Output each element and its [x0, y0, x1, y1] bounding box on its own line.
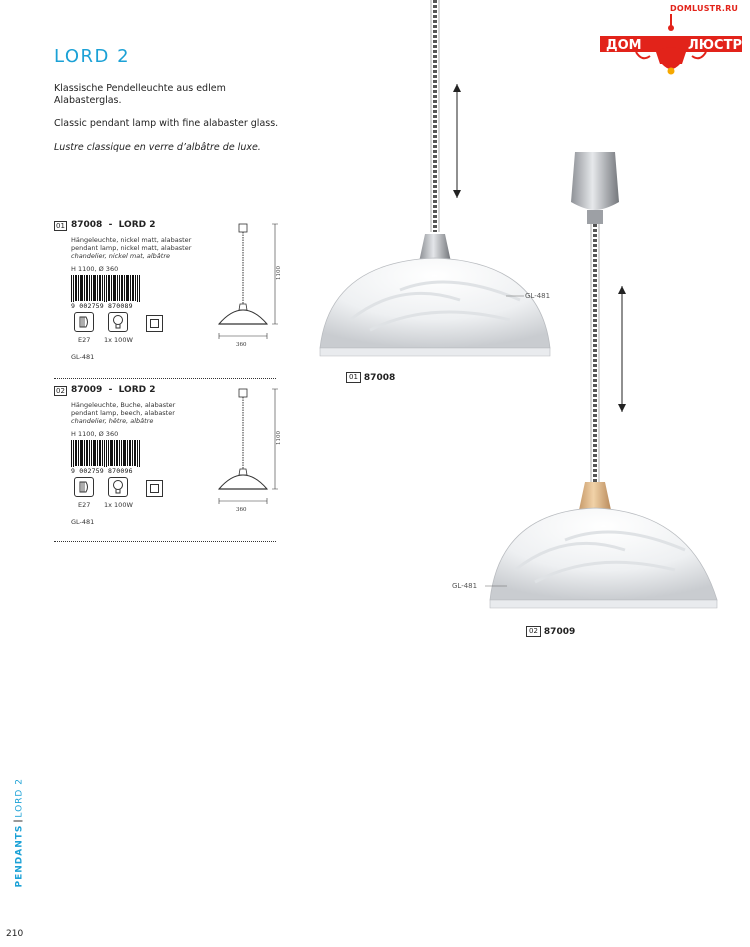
- barcode: [71, 275, 141, 305]
- page-title: LORD 2: [54, 46, 131, 67]
- logo-word-left: ДОМ: [606, 38, 642, 53]
- divider: [54, 541, 276, 542]
- photo-tag: [526, 626, 575, 637]
- product-entry: [54, 383, 282, 543]
- lamp-photo-beech: [485, 150, 725, 620]
- photo-tag-code: 87009: [543, 627, 576, 637]
- glass-code: GL-481: [71, 518, 95, 526]
- glass-callout: GL-481: [452, 582, 478, 590]
- entry-dash: -: [108, 220, 113, 230]
- barcode: [71, 440, 141, 470]
- barcode-number: 9 002759 870089: [71, 302, 141, 310]
- entry-code: 87008: [71, 220, 103, 230]
- photo-tag-number: 02: [526, 626, 541, 637]
- product-entry: [54, 218, 282, 378]
- entry-number: 01: [54, 221, 67, 231]
- protection-class-icon: [146, 315, 163, 332]
- dim-height: 1100: [276, 431, 282, 445]
- dim-width: 360: [236, 507, 247, 513]
- dim-width: 360: [236, 342, 247, 348]
- entry-heading: [71, 220, 156, 230]
- photo-tag-number: 01: [346, 372, 361, 383]
- spec-french: chandelier, hêtre, albâtre: [71, 417, 154, 425]
- section-category: PENDANTS: [14, 824, 25, 888]
- socket-label: E27: [78, 336, 91, 344]
- description-english: Classic pendant lamp with fine alabaster glass.: [54, 118, 279, 129]
- entry-name: LORD 2: [118, 385, 156, 395]
- glass-callout: GL-481: [525, 292, 551, 300]
- spec-german: Hängeleuchte, nickel matt, alabaster: [71, 236, 192, 244]
- description-german: Klassische Pendelleuchte aus edlem Alabasterglas.: [54, 83, 226, 106]
- entry-number: 02: [54, 386, 67, 396]
- spec-size: H 1100, Ø 360: [71, 430, 119, 438]
- bulb-label: 1x 100W: [104, 336, 133, 344]
- dimension-drawing: [214, 383, 284, 513]
- dim-height: 1100: [276, 266, 282, 280]
- description-french: Lustre classique en verre d’albâtre de luxe.: [54, 142, 261, 153]
- page-number: 210: [6, 929, 24, 939]
- socket-icon: [74, 477, 94, 497]
- entry-code: 87009: [71, 385, 103, 395]
- bulb-label: 1x 100W: [104, 501, 133, 509]
- spec-german: Hängeleuchte, Buche, alabaster: [71, 401, 176, 409]
- section-label: [11, 770, 23, 892]
- spec-french: chandelier, nickel mat, albâtre: [71, 252, 170, 260]
- barcode-number: 9 002759 870096: [71, 467, 141, 475]
- entry-dash: -: [108, 385, 113, 395]
- photo-tag-code: 87008: [363, 373, 396, 383]
- socket-icon: [74, 312, 94, 332]
- divider: [54, 378, 276, 379]
- logo: [596, 12, 746, 76]
- bulb-icon: [108, 477, 128, 497]
- spec-english: pendant lamp, nickel matt, alabaster: [71, 244, 192, 252]
- entry-heading: [71, 385, 156, 395]
- photo-tag: [346, 372, 395, 383]
- logo-word-right: ЛЮСТР: [688, 38, 742, 53]
- glass-code: GL-481: [71, 353, 95, 361]
- section-product: LORD 2: [14, 778, 25, 818]
- protection-class-icon: [146, 480, 163, 497]
- bulb-icon: [108, 312, 128, 332]
- socket-label: E27: [78, 501, 91, 509]
- entry-name: LORD 2: [118, 220, 156, 230]
- spec-english: pendant lamp, beech, alabaster: [71, 409, 175, 417]
- spec-size: H 1100, Ø 360: [71, 265, 119, 273]
- logo-url[interactable]: DOMLUSTR.RU: [670, 4, 739, 13]
- dimension-drawing: [214, 218, 284, 348]
